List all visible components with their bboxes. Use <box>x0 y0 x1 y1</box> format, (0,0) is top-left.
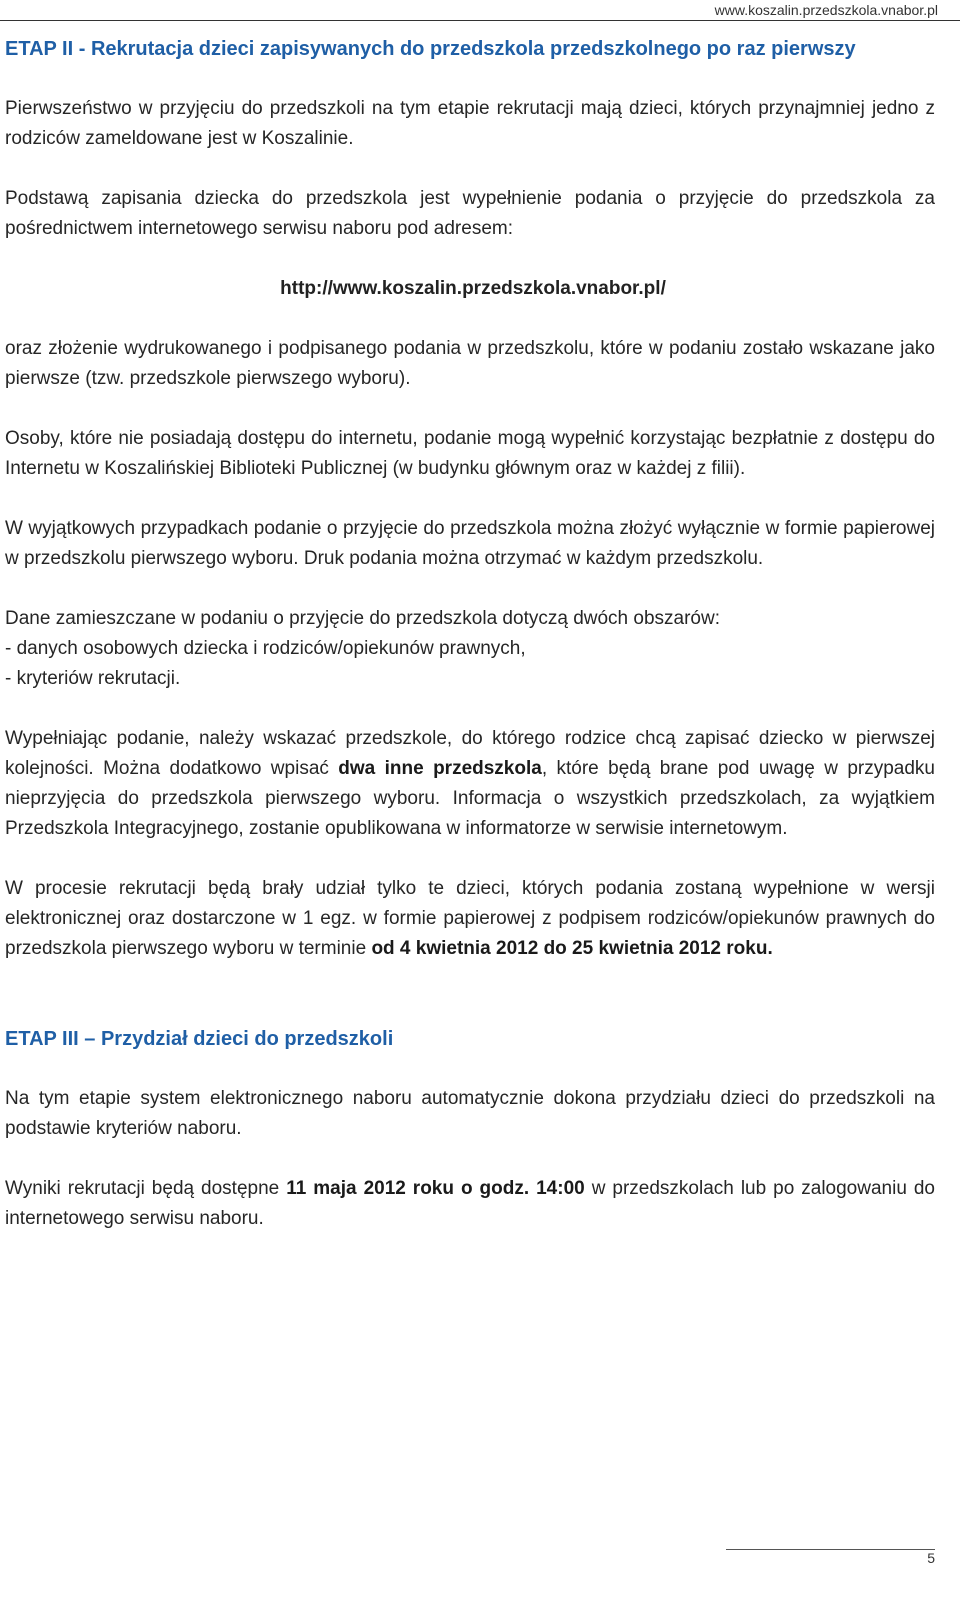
etap2-paragraph-8 <box>5 874 935 964</box>
etap2-paragraph-7 <box>5 724 935 844</box>
etap2-paragraph-3: oraz złożenie wydrukowanego i podpisanego podania w przedszkolu, które w podaniu zostało wskazane jako pierwsze (tzw. przedszkole pierwszego wyboru). <box>5 338 935 389</box>
data-areas-item: - kryteriów rekrutacji. <box>5 668 181 689</box>
etap2-paragraph-2: Podstawą zapisania dziecka do przedszkola jest wypełnienie podania o przyjęcie do przedszkola za pośrednictwem internetowego serwisu naboru pod adresem: <box>5 188 935 239</box>
etap3-paragraph-1: Na tym etapie system elektronicznego naboru automatycznie dokona przydziału dzieci do przedszkoli na podstawie kryteriów naboru. <box>5 1088 935 1139</box>
paragraph-text: , które będą brane pod uwagę w przypadku nieprzyjęcia do przedszkola pierwszego wyboru. Informacja o wszystkich przedszkolach, za wyjątkiem Przedszkola Integracyjnego, zostanie opublikowana w informatorze w serwisie internetowym. <box>5 758 935 839</box>
header-url: www.koszalin.przedszkola.vnabor.pl <box>714 2 938 18</box>
deadline-text: od 4 kwietnia 2012 do 25 kwietnia 2012 roku. <box>371 938 773 959</box>
recruitment-url: http://www.koszalin.przedszkola.vnabor.pl/ <box>280 278 666 299</box>
etap2-paragraph-6 <box>5 604 935 694</box>
etap2-paragraph-5: W wyjątkowych przypadkach podanie o przyjęcie do przedszkola można złożyć wyłącznie w formie papierowej w przedszkolu pierwszego wyboru. Druk podania można otrzymać w każdym przedszkolu. <box>5 518 935 569</box>
etap3-paragraph-2 <box>5 1174 935 1234</box>
etap2-heading: ETAP II - Rekrutacja dzieci zapisywanych do przedszkola przedszkolnego po raz pierwszy <box>5 38 856 60</box>
paragraph-text: Wyniki rekrutacji będą dostępne <box>5 1178 287 1199</box>
paragraph-text: W procesie rekrutacji będą brały udział tylko te dzieci, których podania zostaną wypełnione w wersji elektronicznej oraz dostarczone w 1 egz. w formie papierowej z podpisem rodziców/opiekunów prawnych do przedszkola pierwszego wyboru w terminie <box>5 878 935 959</box>
data-areas-item: - danych osobowych dziecka i rodziców/opiekunów prawnych, <box>5 638 526 659</box>
document-body <box>5 34 935 1234</box>
data-areas-intro: Dane zamieszczane w podaniu o przyjęcie do przedszkola dotyczą dwóch obszarów: <box>5 608 720 629</box>
paragraph-text: w przedszkolach lub po zalogowaniu do internetowego serwisu naboru. <box>5 1178 936 1229</box>
paragraph-text: Wypełniając podanie, należy wskazać przedszkole, do którego rodzice chcą zapisać dziecko w pierwszej kolejności. Można dodatkowo wpisać <box>5 728 935 779</box>
results-date-text: 11 maja 2012 roku o godz. 14:00 <box>286 1178 585 1199</box>
etap3-heading: ETAP III – Przydział dzieci do przedszkoli <box>5 1028 394 1050</box>
etap2-paragraph-1: Pierwszeństwo w przyjęciu do przedszkoli na tym etapie rekrutacji mają dzieci, których przynajmniej jedno z rodziców zameldowane jest w Koszalinie. <box>5 98 935 149</box>
header-rule <box>0 20 960 21</box>
emphasis-text: dwa inne przedszkola <box>338 758 542 779</box>
etap2-paragraph-4: Osoby, które nie posiadają dostępu do internetu, podanie mogą wypełnić korzystając bezpłatnie z dostępu do Internetu w Koszalińskiej Biblioteki Publicznej (w budynku głównym oraz w każdej z filii). <box>5 428 935 479</box>
footer-rule <box>726 1549 935 1550</box>
page-number: 5 <box>927 1550 935 1566</box>
